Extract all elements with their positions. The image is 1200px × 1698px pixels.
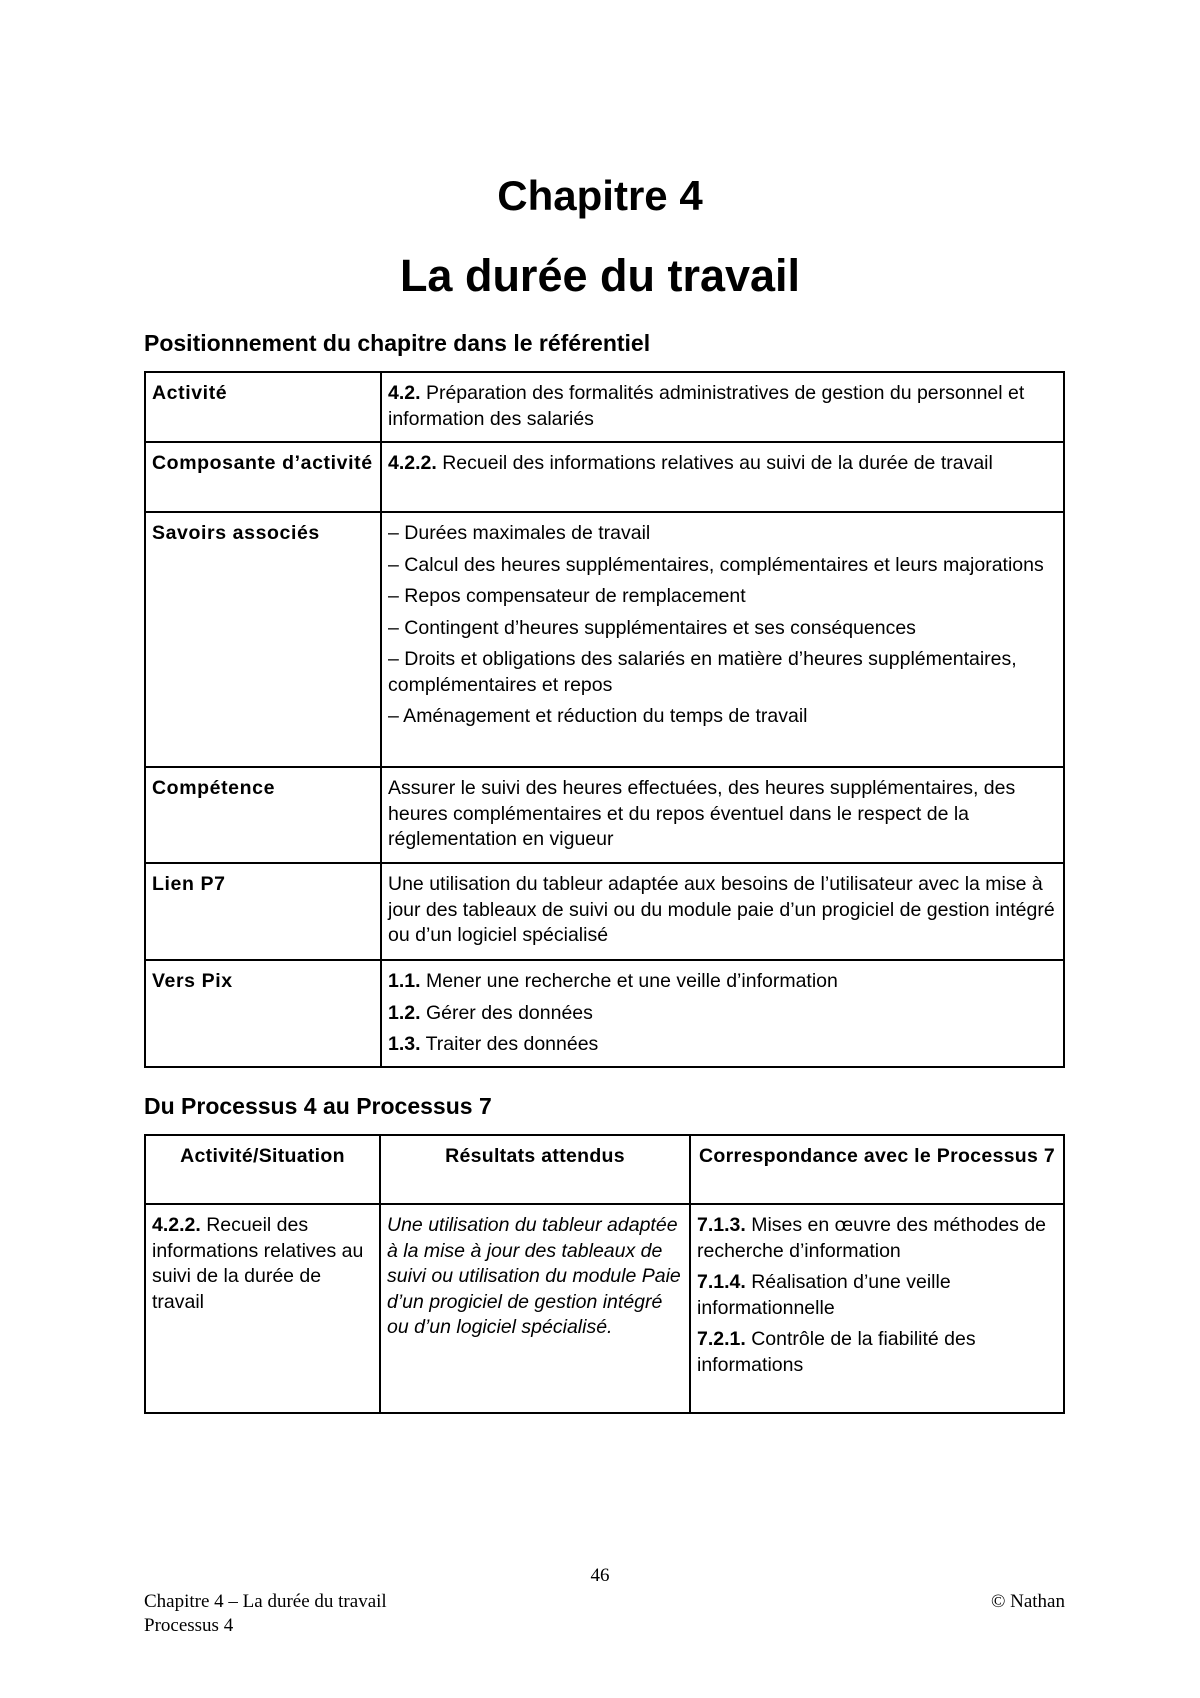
page-number: 46 — [590, 1565, 610, 1586]
item-text: Traiter des données — [420, 1033, 599, 1055]
row-content — [381, 767, 1064, 863]
item-text: Recueil des informations relatives au suivi de la durée de travail — [436, 452, 993, 474]
item-text: – Aménagement et réduction du temps de travail — [388, 705, 808, 727]
item-text: – Durées maximales de travail — [388, 522, 651, 544]
item-number: 1.1. — [388, 970, 421, 992]
list-item — [697, 1213, 1057, 1264]
item-text: Mener une recherche et une veille d’information — [420, 970, 838, 992]
item-number: 4.2.2. — [388, 452, 437, 474]
list-item — [697, 1327, 1057, 1378]
row-content — [381, 372, 1064, 442]
table-row — [145, 372, 1064, 442]
table-row — [145, 1204, 1064, 1413]
list-item — [697, 1270, 1057, 1321]
row-content — [381, 512, 1064, 767]
item-text: Gérer des données — [420, 1001, 593, 1024]
chapter-number: Chapitre 4 — [497, 172, 703, 219]
row-content — [381, 960, 1064, 1067]
table-row — [145, 960, 1064, 1067]
correspondance-cell — [690, 1204, 1064, 1413]
list-item — [388, 647, 1057, 698]
item-number: 1.3. — [388, 1033, 421, 1055]
list-item — [388, 1001, 1057, 1027]
item-number: 4.2.2. — [152, 1214, 201, 1236]
column-header: Activité/Situation — [145, 1135, 380, 1204]
item-text: Mises en œuvre des méthodes de recherche d’information — [697, 1214, 1047, 1262]
list-item — [388, 584, 1057, 610]
section-heading-processus: Du Processus 4 au Processus 7 — [144, 1093, 492, 1119]
item-text: Préparation des formalités administratives de gestion du personnel et information des salariés — [388, 382, 1025, 430]
list-item — [388, 381, 1057, 432]
item-text: – Repos compensateur de remplacement — [388, 585, 746, 607]
item-text: Contrôle de la fiabilité des informations — [697, 1328, 976, 1376]
footer-chapter: Chapitre 4 – La durée du travail — [144, 1591, 387, 1612]
list-item — [388, 872, 1057, 949]
referentiel-table — [144, 371, 1065, 1068]
item-number: 1.2. — [388, 1001, 421, 1024]
row-label: Compétence — [145, 767, 381, 863]
item-text: – Droits et obligations des salariés en matière d’heures supplémentaires, complémentaires et repos — [388, 648, 1017, 696]
table-row — [145, 767, 1064, 863]
row-label: Lien P7 — [145, 863, 381, 960]
item-number: 7.1.3. — [697, 1214, 746, 1236]
item-text: Réalisation d’une veille informationnelle — [697, 1271, 951, 1319]
activity-cell — [145, 1204, 380, 1413]
item-number: 4.2. — [388, 382, 421, 404]
column-header: Résultats attendus — [380, 1135, 690, 1204]
column-header: Correspondance avec le Processus 7 — [690, 1135, 1064, 1204]
list-item — [388, 521, 1057, 547]
row-label: Activité — [145, 372, 381, 442]
list-item — [388, 969, 1057, 995]
table-row — [145, 863, 1064, 960]
item-text: Recueil des informations relatives au suivi de la durée de travail — [152, 1214, 364, 1313]
row-content — [381, 442, 1064, 512]
item-text: Assurer le suivi des heures effectuées, des heures supplémentaires, des heures complémentaires et du repos éventuel dans le respect de la réglementation en vigueur — [388, 777, 1016, 850]
list-item — [388, 553, 1057, 579]
list-item — [388, 1032, 1057, 1058]
table-header-row — [145, 1135, 1064, 1204]
row-label: Savoirs associés — [145, 512, 381, 767]
results-cell: Une utilisation du tableur adaptée à la mise à jour des tableaux de suivi ou utilisation du module Paie d’un progiciel de gestion intégré ou d’un logiciel spécialisé. — [380, 1204, 690, 1413]
section-heading-positionnement: Positionnement du chapitre dans le référentiel — [144, 330, 651, 356]
item-text: – Calcul des heures supplémentaires, complémentaires et leurs majorations — [388, 553, 1044, 576]
item-number: 7.2.1. — [697, 1328, 746, 1350]
list-item — [388, 704, 1057, 730]
row-content — [381, 863, 1064, 960]
list-item — [388, 451, 1057, 477]
chapter-title: La durée du travail — [399, 250, 801, 301]
table-row — [145, 442, 1064, 512]
item-text: Une utilisation du tableur adaptée aux besoins de l’utilisateur avec la mise à jour des tableaux de suivi ou du module paie d’un progiciel de gestion intégré ou d’un logiciel spécialisé — [388, 873, 1055, 946]
item-number: 7.1.4. — [697, 1271, 746, 1293]
row-label: Composante d’activité — [145, 442, 381, 512]
list-item — [388, 776, 1057, 853]
item-text: – Contingent d’heures supplémentaires et ses conséquences — [388, 616, 916, 639]
footer-copyright: © Nathan — [990, 1591, 1065, 1612]
list-item — [388, 616, 1057, 642]
footer-process: Processus 4 — [144, 1615, 234, 1636]
processus-table — [144, 1134, 1065, 1414]
table-row — [145, 512, 1064, 767]
row-label: Vers Pix — [145, 960, 381, 1067]
